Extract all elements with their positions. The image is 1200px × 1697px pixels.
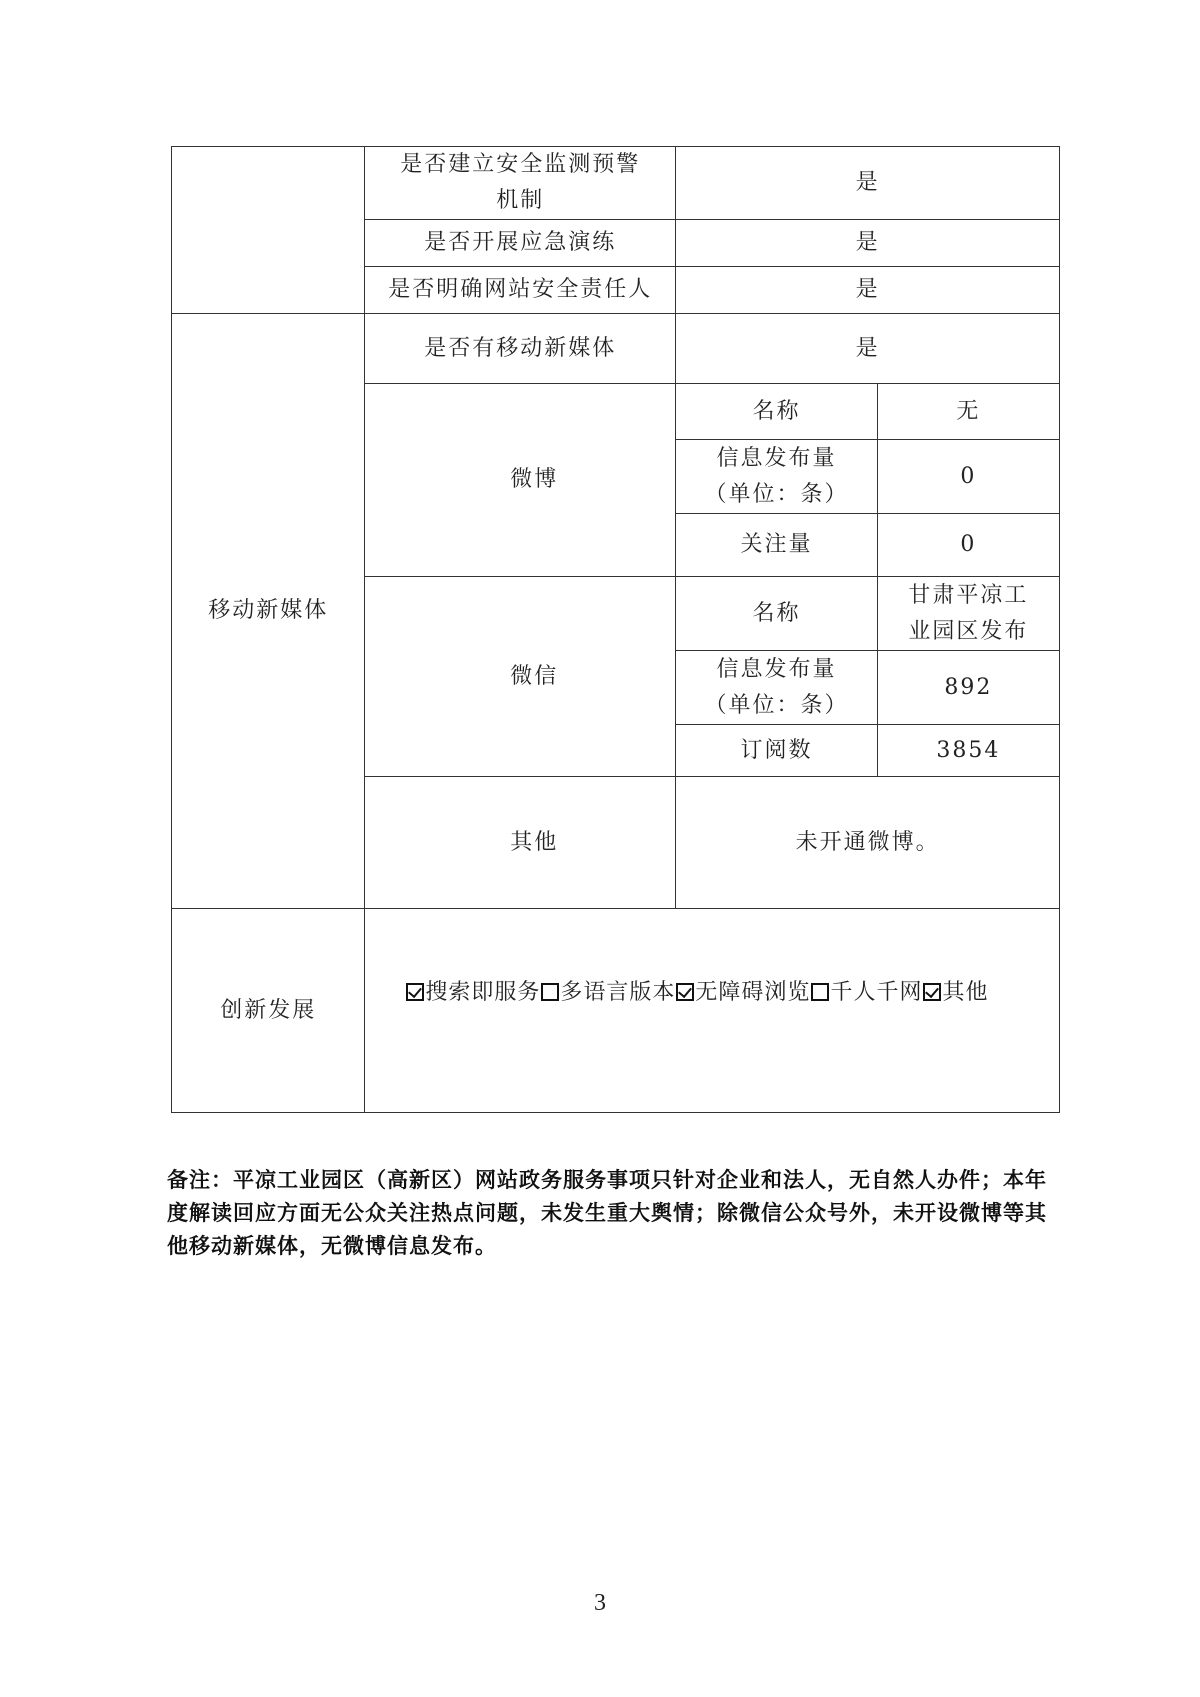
option-label: 搜索即服务 [425, 980, 541, 1005]
emergency-drill-label: 是否开展应急演练 [365, 220, 676, 267]
monitor-warning-value: 是 [676, 147, 1060, 220]
other-media-value: 未开通微博。 [676, 777, 1060, 909]
option-other[interactable] [922, 980, 988, 1005]
remarks-note: 备注：平凉工业园区（高新区）网站政务服务事项只针对企业和法人，无自然人办件；本年度解读回应方面无公众关注热点问题，未发生重大舆情；除微信公众号外，未开设微博等其他移动新媒体，无微博信息发布。 [167, 1167, 1047, 1258]
weibo-name-value: 无 [877, 384, 1059, 440]
innovation-section-label: 创新发展 [172, 909, 365, 1113]
has-mobile-value: 是 [676, 314, 1060, 384]
mobile-media-section-label: 移动新媒体 [172, 314, 365, 909]
report-table [171, 146, 1060, 1113]
option-label: 无障碍浏览 [695, 980, 811, 1005]
has-mobile-label: 是否有移动新媒体 [365, 314, 676, 384]
wechat-posts-value: 892 [877, 651, 1059, 725]
option-label: 千人千网 [830, 980, 923, 1005]
other-media-label: 其他 [365, 777, 676, 909]
wechat-subs-label: 订阅数 [676, 725, 877, 777]
page-number: 3 [594, 1590, 606, 1616]
checked-box-icon[interactable] [676, 983, 694, 1001]
weibo-follow-label: 关注量 [676, 514, 877, 577]
innovation-options [365, 909, 1060, 1113]
option-label: 其他 [942, 980, 989, 1005]
option-accessibility[interactable] [675, 980, 810, 1005]
option-label: 多语言版本 [560, 980, 676, 1005]
checked-box-icon[interactable] [923, 983, 941, 1001]
security-section-cell [172, 147, 365, 314]
wechat-subs-value: 3854 [877, 725, 1059, 777]
checked-box-icon[interactable] [406, 983, 424, 1001]
option-multilingual[interactable] [540, 980, 675, 1005]
weibo-follow-value: 0 [877, 514, 1059, 577]
wechat-name-label: 名称 [676, 577, 877, 651]
weibo-posts-value: 0 [877, 440, 1059, 514]
weibo-label: 微博 [365, 384, 676, 577]
security-owner-label: 是否明确网站安全责任人 [365, 267, 676, 314]
monitor-warning-label: 是否建立安全监测预警机制 [365, 147, 676, 220]
option-search-service[interactable] [405, 980, 540, 1005]
security-owner-value: 是 [676, 267, 1060, 314]
unchecked-box-icon[interactable] [811, 983, 829, 1001]
unchecked-box-icon[interactable] [541, 983, 559, 1001]
emergency-drill-value: 是 [676, 220, 1060, 267]
weibo-name-label: 名称 [676, 384, 877, 440]
weibo-posts-label: 信息发布量（单位：条） [676, 440, 877, 514]
wechat-posts-label: 信息发布量（单位：条） [676, 651, 877, 725]
option-personalized[interactable] [810, 980, 922, 1005]
wechat-name-value: 甘肃平凉工业园区发布 [877, 577, 1059, 651]
wechat-label: 微信 [365, 577, 676, 777]
